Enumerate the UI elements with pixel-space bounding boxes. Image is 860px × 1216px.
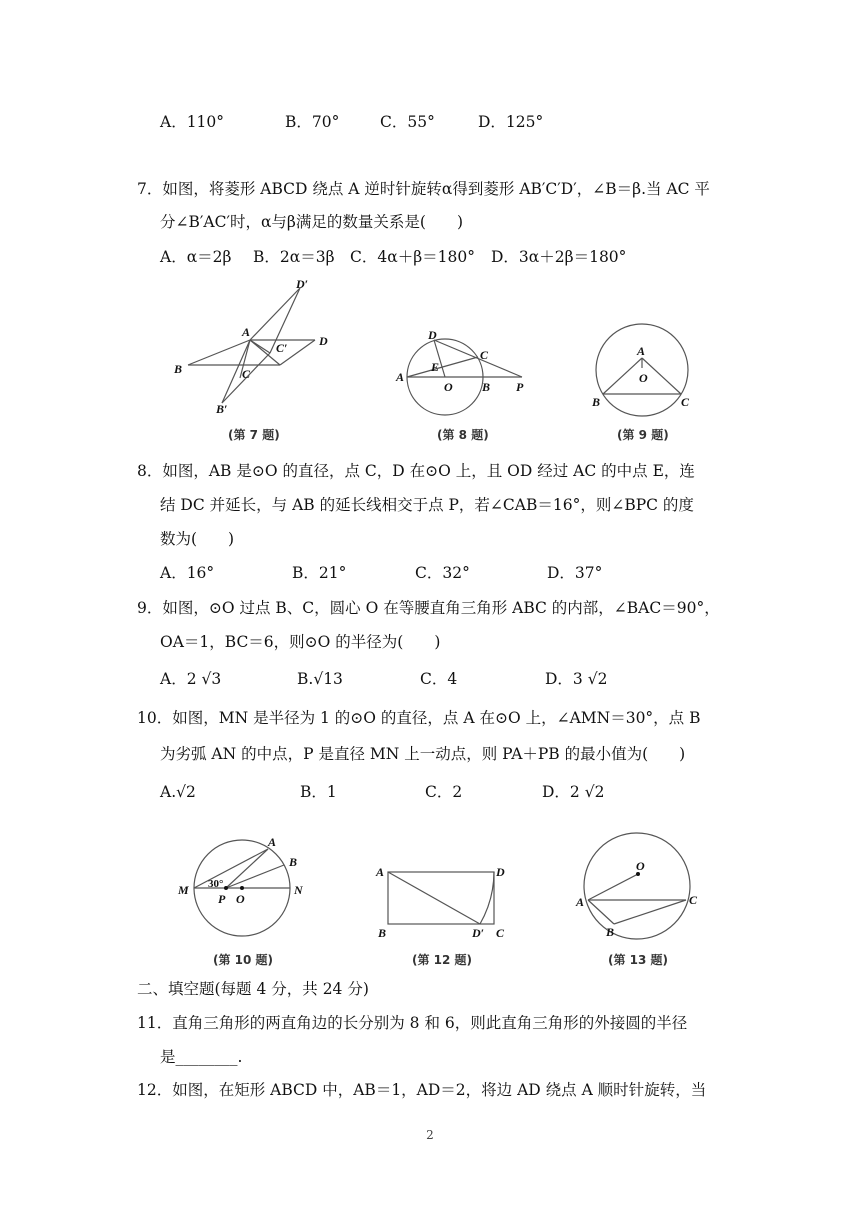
fig10-label-m: M: [178, 883, 189, 897]
fig7-label-bprime: B′: [216, 402, 228, 416]
figure-9: [588, 320, 698, 420]
fig9-label-o: O: [639, 371, 648, 385]
fig9-label-a: A: [637, 344, 646, 358]
q10-option-d: D．2 √2: [542, 783, 605, 801]
fig12-label-dprime: D′: [472, 926, 485, 940]
caption-figure-12: (第 12 题): [412, 953, 473, 967]
fig9-label-b: B: [592, 395, 601, 409]
fig8-label-d: D: [428, 328, 437, 342]
q8-option-a: A．16°: [160, 564, 215, 582]
fig12-label-b: B: [378, 926, 387, 940]
fig8-label-b: B: [482, 380, 491, 394]
fig7-label-a: A: [242, 325, 251, 339]
q9-option-d: D．3 √2: [545, 670, 608, 688]
q9-text-line2: OA＝1，BC＝6，则⊙O 的半径为( ): [160, 633, 441, 651]
fig7-label-c: C: [242, 367, 251, 381]
fig8-label-e: E: [431, 360, 440, 374]
figure-13: [572, 818, 712, 943]
q6-option-c: C．55°: [380, 113, 435, 131]
figure-10: [172, 832, 322, 942]
section-2-heading: 二、填空题(每题 4 分，共 24 分): [137, 980, 369, 998]
fig7-label-b: B: [174, 362, 183, 376]
q9-text-line1: 9．如图，⊙O 过点 B、C，圆心 O 在等腰直角三角形 ABC 的内部，∠BAC＝90°，: [137, 599, 720, 617]
q11-text-line2: 是________.: [160, 1048, 243, 1066]
fig12-label-d: D: [496, 865, 505, 879]
fig8-label-c: C: [480, 348, 489, 362]
fig10-label-o: O: [236, 892, 245, 906]
q8-text-line1: 8．如图，AB 是⊙O 的直径，点 C，D 在⊙O 上，且 OD 经过 AC 的中点 E，连: [137, 462, 695, 480]
fig7-label-d: D: [319, 334, 328, 348]
q10-option-b: B．1: [300, 783, 337, 801]
q7-option-c: C．4α＋β＝180°: [350, 248, 475, 266]
q10-option-a: A.√2: [160, 783, 196, 801]
caption-figure-9: (第 9 题): [617, 428, 669, 442]
fig10-label-a: A: [268, 835, 277, 849]
q8-option-d: D．37°: [547, 564, 603, 582]
q9-option-a: A．2 √3: [160, 670, 222, 688]
q6-option-b: B．70°: [285, 113, 340, 131]
q7-option-b: B．2α＝3β: [253, 248, 335, 266]
caption-figure-7: (第 7 题): [228, 428, 280, 442]
q7-option-a: A．α＝2β: [160, 248, 232, 266]
q9-option-b: B.√13: [297, 670, 343, 688]
figure-8: [390, 325, 540, 420]
fig10-label-n: N: [294, 883, 303, 897]
fig12-label-c: C: [496, 926, 505, 940]
fig8-label-a: A: [396, 370, 405, 384]
q8-option-b: B．21°: [292, 564, 347, 582]
fig7-label-dprime: D′: [296, 278, 309, 291]
q8-text-line2: 结 DC 并延长，与 AB 的延长线相交于点 P，若∠CAB＝16°，则∠BPC 的度: [160, 496, 694, 514]
fig13-label-c: C: [689, 893, 698, 907]
q10-text-line2: 为劣弧 AN 的中点，P 是直径 MN 上一动点，则 PA＋PB 的最小值为( ): [160, 745, 686, 763]
fig12-label-a: A: [376, 865, 385, 879]
fig10-label-angle: 30°: [208, 878, 224, 890]
q12-text-line1: 12．如图，在矩形 ABCD 中，AB＝1，AD＝2，将边 AD 绕点 A 顺时针旋转，当: [137, 1081, 707, 1099]
figure-7: [170, 278, 340, 418]
q6-option-d: D．125°: [478, 113, 544, 131]
page-number: 2: [426, 1128, 434, 1142]
fig7-label-cprime: C′: [276, 341, 288, 355]
q9-option-c: C．4: [420, 670, 458, 688]
q11-text-line1: 11．直角三角形的两直角边的长分别为 8 和 6，则此直角三角形的外接圆的半径: [137, 1014, 688, 1032]
fig13-label-a: A: [576, 895, 585, 909]
q8-text-line3: 数为( ): [160, 530, 235, 548]
caption-figure-8: (第 8 题): [437, 428, 489, 442]
q10-text-line1: 10．如图，MN 是半径为 1 的⊙O 的直径，点 A 在⊙O 上，∠AMN＝30°，点 B: [137, 709, 701, 727]
caption-figure-10: (第 10 题): [213, 953, 274, 967]
fig10-label-b: B: [289, 855, 298, 869]
fig13-label-b: B: [606, 925, 615, 939]
figure-12: [372, 860, 522, 942]
q10-option-c: C．2: [425, 783, 463, 801]
fig8-label-p: P: [516, 380, 524, 394]
fig9-label-c: C: [681, 395, 690, 409]
q7-option-d: D．3α＋2β＝180°: [491, 248, 627, 266]
fig10-label-p: P: [218, 892, 226, 906]
q7-text-line1: 7．如图，将菱形 ABCD 绕点 A 逆时针旋转α得到菱形 AB′C′D′，∠B＝β.当 AC 平: [137, 180, 710, 198]
fig8-label-o: O: [444, 380, 453, 394]
q6-option-a: A．110°: [160, 113, 225, 131]
caption-figure-13: (第 13 题): [608, 953, 669, 967]
q8-option-c: C．32°: [415, 564, 470, 582]
q7-text-line2: 分∠B′AC′时，α与β满足的数量关系是( ): [160, 213, 463, 231]
fig13-label-o: O: [636, 859, 645, 873]
